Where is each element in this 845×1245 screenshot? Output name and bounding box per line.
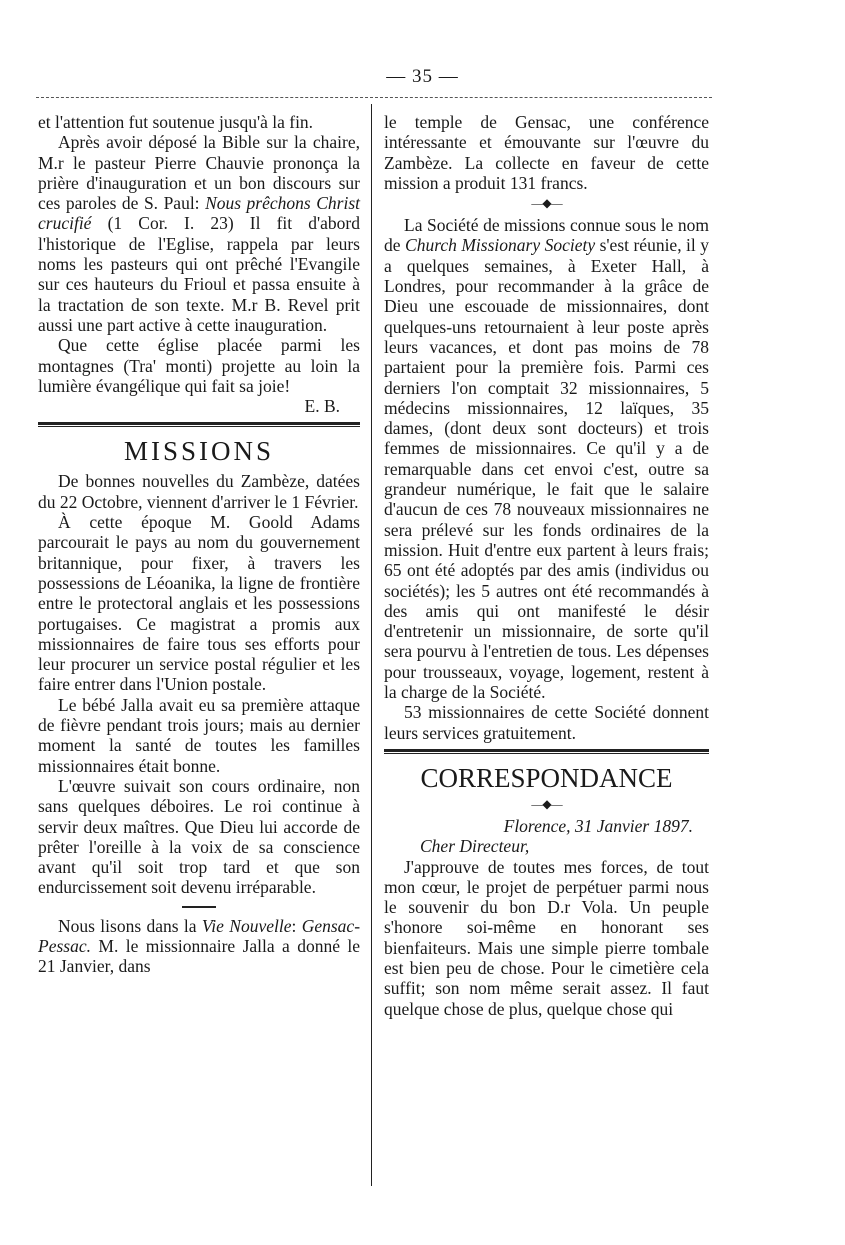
paragraph (38, 132, 360, 335)
ornament-divider: —◆— (531, 796, 562, 811)
journal-title: Vie Nouvelle (201, 915, 292, 936)
paragraph: le temple de Gensac, une conférence intéressante et émouvante sur l'œuvre du Zambèze. La collecte en faveur de cette mission a produit 131 francs. (384, 112, 709, 193)
ornament-divider: —◆— (531, 196, 562, 211)
section-rule (38, 422, 360, 427)
text: Nous lisons dans la (58, 915, 197, 936)
text: La Société de missions connue sous le nom de (384, 215, 709, 256)
paragraph: De bonnes nouvelles du Zambèze, datées du 22 Octobre, viennent d'arriver le 1 Février. (38, 471, 360, 512)
text: : (291, 915, 297, 936)
paragraph: À cette époque M. Goold Adams parcourait le pays au nom du gouvernement britannique, pour fixer, à travers les possessions de Léoanika, la ligne de frontière entre le protectoral anglais et les possessions portugaises. Ce magistrat a promis aux missionnaires de faire tous ses efforts pour leur procurer un service postal régulier et les faire entrer dans l'Union postale. (38, 512, 360, 695)
column-divider (371, 104, 372, 1186)
right-column (384, 112, 709, 1019)
section-title-correspondance: CORRESPONDANCE (420, 762, 673, 793)
section-rule (384, 749, 709, 754)
text: Après avoir déposé la Bible sur la chaire, M.r le pasteur Pierre Chauvie prononça la prière d'inauguration et un bon discours sur ces paroles de S. Paul: (38, 132, 360, 214)
place-name: Gensac-Pessac. (38, 915, 361, 956)
text: M. le missionnaire Jalla a donné le 21 Janvier, dans (38, 935, 361, 977)
paragraph (384, 215, 709, 702)
dateline: Florence, 31 Janvier 1897. (503, 815, 693, 836)
left-column (38, 112, 360, 977)
paragraph (38, 916, 360, 977)
salutation: Cher Directeur, (420, 836, 530, 857)
header-rule (36, 97, 712, 98)
signature: E. B. (304, 396, 340, 417)
society-name: Church Missionary Society (405, 235, 596, 256)
paragraph: J'approuve de toutes mes forces, de tout mon cœur, le projet de perpétuer parmi nous le souvenir du bon D.r Vola. Un peuple s'honore soi-même en honorant ses bienfaiteurs. Mais une simple pierre tombale est bien peu de chose. Pour le cimetière cela suffit; son nom même serait assez. Il faut quelque chose de plus, quelque chose qui (384, 856, 709, 1019)
section-title-missions: MISSIONS (123, 436, 275, 467)
text: s'est réunie, il y a quelques semaines, à Exeter Hall, à Londres, pour recommander à la grâce de Dieu une escouade de missionnaires, dont quelques-uns retournaient à leur poste après leurs vacances, et dont pas moins de 78 partaient pour la première fois. Parmi ces derniers l'on comptait 32 missionnaires, 5 médecins missionnaires, 12 laïques, 35 dames, (dont deux sont docteurs) et trois femmes de missionnaires. Ce qu'il y a de remarquable dans cet envoi c'est, outre sa grandeur numérique, le fait que le salaire d'aucun de ces 78 nouveaux missionnaires ne sera prélevé sur les fonds ordinaires de la mission. Huit d'entre eux partent à leurs frais; 65 ont été adoptés par des amis (individus ou sociétés); les 5 autres ont été recommandés à des amis qui ont manifesté le désir d'entretenir un missionnaire, de sorte qu'il sera pourvu à l'entretien de tous. Les dépenses pour trousseaux, voyage, logement, restent à la charge de la Société. (384, 235, 710, 703)
text: (1 Cor. I. 23) Il fit d'abord l'historique de l'Eglise, rappela par leurs noms les pasteurs qui ont prêché l'Evangile sur ces hauteurs du Frioul et passa ensuite à la tractation de son texte. M.r B. Revel prit aussi une part active à cette inauguration. (38, 213, 361, 335)
paragraph: Que cette église placée parmi les montagnes (Tra' monti) projette au loin la lumière évangélique qui fait sa joie! (38, 335, 360, 396)
paragraph: Le bébé Jalla avait eu sa première attaque de fièvre pendant trois jours; mais au dernier moment la santé de toutes les familles missionnaires était bonne. (38, 694, 360, 776)
paragraph: 53 missionnaires de cette Société donnent leurs services gratuitement. (384, 702, 709, 743)
page-number: — 35 — (386, 66, 459, 87)
separator-rule (182, 906, 216, 908)
quote: Nous prêchons Christ crucifié (38, 193, 360, 234)
paragraph: L'œuvre suivait son cours ordinaire, non sans quelques déboires. Le roi continue à servir deux maîtres. Que Dieu lui accorde de prêter l'oreille à la voix de sa conscience avant qu'il soit trop tard et que son endurcissement soit devenu irréparable. (38, 775, 360, 898)
paragraph: et l'attention fut soutenue jusqu'à la fin. (38, 112, 314, 132)
